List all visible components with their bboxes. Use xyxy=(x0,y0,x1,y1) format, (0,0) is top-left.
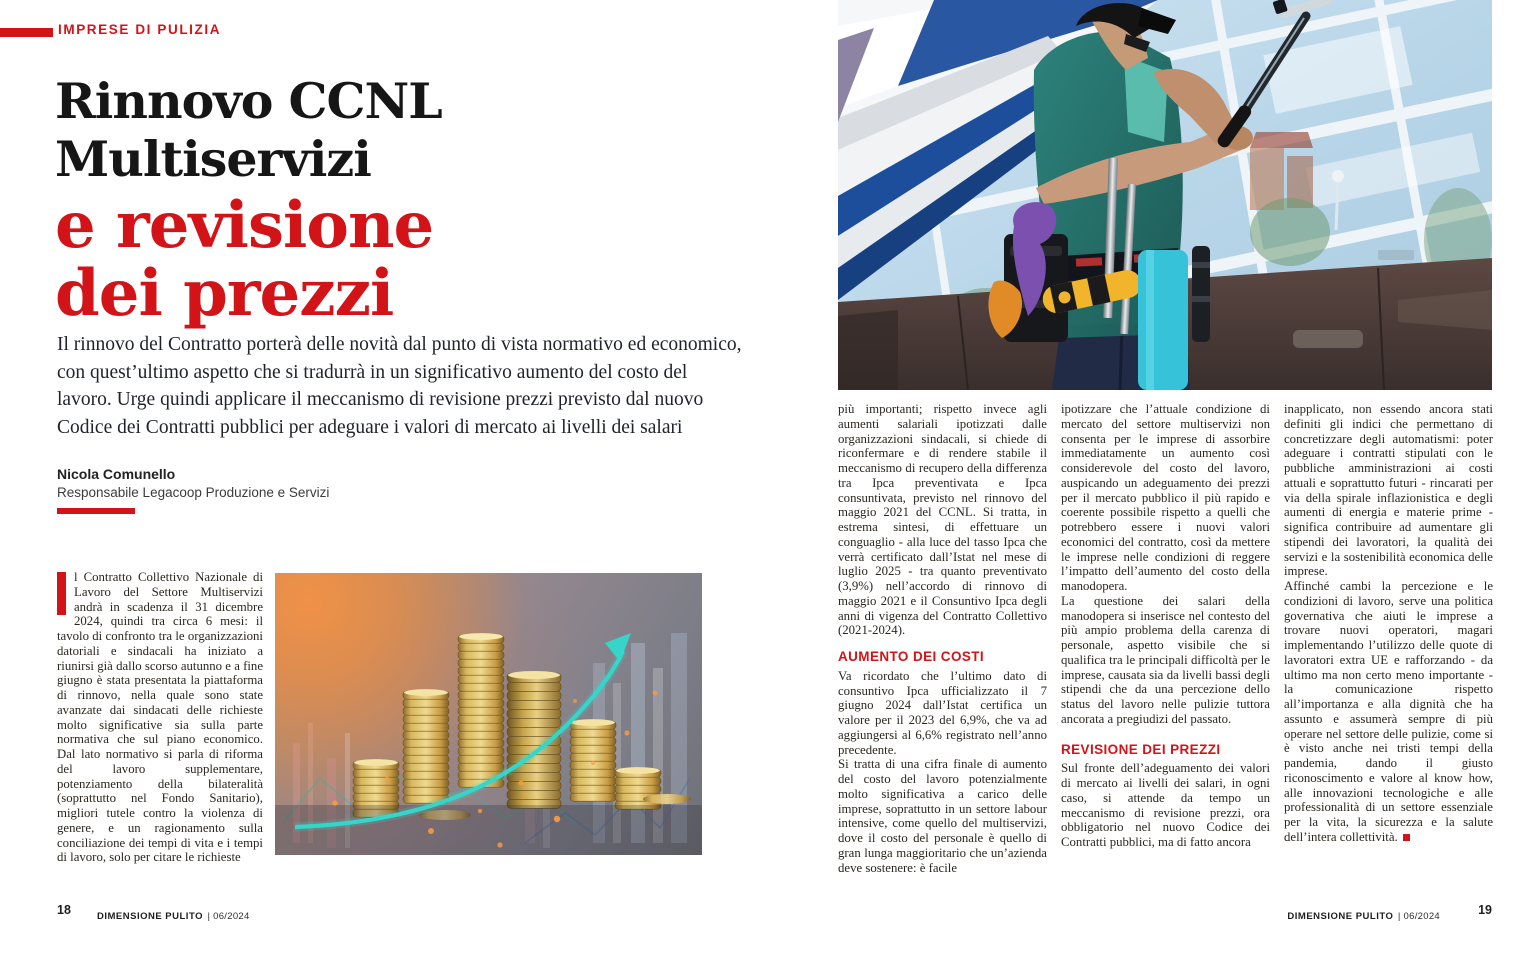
right-footer xyxy=(1190,906,1440,924)
headline-line-1: Rinnovo CCNL Multiservizi xyxy=(55,72,442,188)
left-footer xyxy=(97,906,250,924)
footer-issue: | 06/2024 xyxy=(207,911,250,922)
paragraph-text: Affinché cambi la percezione e le condizioni di lavoro, serve una politica governativa che aiuti le imprese a trovare nuovi operatori, magari implementando l’utilizzo delle quote di lavoratori extra UE e rafforzando - da ultimo ma non certo meno importante - la comunicazione rispetto all’importanza e alla dignità che ha assunto e assumerà sempre di più operare nel settore delle pulizie, come si è visto anche nei tristi tempi della pandemia, dando il giusto riconoscimento e valore al know how, alle innovazioni tecnologiche e alle professionalità di un settore essenziale per la vita, la sicurezza e la salute dell’intera collettività. xyxy=(1284,579,1493,844)
section-heading-aumento-dei-costi: AUMENTO DEI COSTI xyxy=(838,649,985,664)
author-role: Responsabile Legacoop Produzione e Servizi xyxy=(57,485,330,500)
end-of-article-mark xyxy=(1403,834,1410,841)
paragraph: Sul fronte dell’adeguamento dei valori di mercato ai livelli dei salari, in ogni caso, si attende da tempo un meccanismo di revisione prezzi, ora obbligatorio nel nuovo Codice dei Contratti pubblici, ma di fatto ancora xyxy=(1061,761,1270,849)
headline-line-2: e revisione xyxy=(55,188,434,263)
headline-line-3: dei prezzi xyxy=(55,256,394,331)
paragraph: più importanti; rispetto invece agli aumenti salariali ipotizzati dalle organizzazioni sindacali, si chiede di riconfermare e di rendere stabile il meccanismo di recupero della differenza tra Ipca preventivata e Ipca consuntivata, previsto nel rinnovo del maggio 2021 del CCNL. Si tratta, in estrema sintesi, di effettuare un conguaglio - alla luce del tasso Ipca che verrà certificato dall’Istat nel mese di luglio 2025 - tra quanto preventivato (3,9%) nell’accordo di rinnovo di maggio 2021 e il Consuntivo Ipca degli anni di vigenza del Contratto Collettivo (2021-2024). xyxy=(838,402,1047,638)
author-name: Nicola Comunello xyxy=(57,466,176,482)
footer-brand: DIMENSIONE PULITO xyxy=(1287,911,1394,922)
paragraph: Va ricordato che l’ultimo dato di consuntivo Ipca ufficializzato il 7 giugno 2024 dall’Istat certifica un valore per il 2023 del 6,9%, che va ad aggiungersi al 6,6% registrato nell’anno precedente. xyxy=(838,668,1047,757)
section-kicker: IMPRESE DI PULIZIA xyxy=(58,22,222,37)
standfirst: Il rinnovo del Contratto porterà delle novità dal punto di vista normativo ed economico, con quest’ultimo aspetto che si tradurrà in un significativo aumento del costo del lavoro. Urge quindi applicare il meccanismo di revisione prezzi previsto dal nuovo Codice dei Contratti pubblici per adeguare i valori di mercato ai livelli dei salari xyxy=(57,334,742,438)
body-column-1 xyxy=(838,402,1047,875)
kicker-red-bar xyxy=(0,28,53,37)
coin-stacks-arrow-graphic xyxy=(275,573,702,855)
right-page-number: 19 xyxy=(1478,903,1492,917)
dropcap-initial-I xyxy=(57,572,66,615)
body-column-left xyxy=(57,570,263,865)
footer-issue: | 06/2024 xyxy=(1397,911,1440,922)
left-page-number: 18 xyxy=(57,903,71,917)
body-column-3 xyxy=(1284,402,1493,845)
body-column-2 xyxy=(1061,402,1270,850)
paragraph xyxy=(1284,579,1493,845)
cyan-squeegee-holder xyxy=(1138,250,1188,390)
paragraph: La questione dei salari della manodopera si inserisce nel contesto del più ampio problema della carenza di personale, aspetto visibile che si qualifica tra le principali difficoltà per le imprese, causata sia da livelli bassi degli stipendi che da una percezione dello status del lavoro nelle pulizie tuttora ancorata a pregiudizi del passato. xyxy=(1061,593,1270,726)
article-headline xyxy=(55,72,735,331)
floor-reflection xyxy=(275,805,702,855)
window-cleaner-photo xyxy=(838,0,1492,390)
paragraph: Si tratta di una cifra finale di aumento del costo del lavoro potenzialmente molto significativa a carico delle imprese, soprattutto in un settore labour intensive, come quello del multiservizi, dove il costo del personale è quello di gran lunga maggioritario che un’azienda deve sostenere: è facile xyxy=(838,757,1047,875)
coins-growth-illustration xyxy=(275,573,702,855)
footer-brand: DIMENSIONE PULITO xyxy=(97,911,203,922)
paragraph: inapplicato, non essendo ancora stati definiti gli indici che permettano di concretizzare degli automatismi: poter adeguare i contratti stipulati con le pubbliche amministrazioni ai costi attuali e soprattutto futuri - rincarati per via della spirale inflazionistica e degli aumenti di energia e materie prime - significa contribuire ad aumentare gli stipendi dei lavoratori, la qualità dei servizi e la sostenibilità economica delle imprese. xyxy=(1284,402,1493,579)
paragraph: ipotizzare che l’attuale condizione di mercato del settore multiservizi non consenta per le imprese di assorbire immediatamente un aumento così considerevole del costo del lavoro, auspicando un adeguamento dei prezzi per il mercato pubblico il più rapido e coerente possibile rispetto a quelli che potrebbero essere i nuovi valori economici del contratto, così da mettere le imprese nelle condizioni di reggere l’impatto dell’aumento del costo della manodopera. xyxy=(1061,402,1270,593)
body-text: l Contratto Collettivo Nazionale di Lavoro del Settore Multiservizi andrà in scadenza il 31 dicembre 2024, quindi tra circa 6 mesi: il tavolo di confronto tra le organizzazioni datoriali e sindacali ha iniziato a riunirsi già dallo scorso autunno e a fine giugno è stata presentata la piattaforma di rinnovo, nella quale sono state avanzate dai sindacati delle richieste molto significative sia sulla parte normativa che sul piano economico. Dal lato normativo si parla di riforma del lavoro supplementare, potenziamento della bilateralità (soprattutto nel Fondo Sanitario), migliori tutele contro la violenza di genere, e un ragionamento sulla conciliazione dei tempi di vita e i tempi di lavoro, solo per citare le richieste xyxy=(57,570,263,865)
author-red-rule xyxy=(57,508,135,514)
section-heading-revisione-dei-prezzi: REVISIONE DEI PREZZI xyxy=(1061,741,1221,757)
window-cleaner-graphic xyxy=(838,0,1492,390)
